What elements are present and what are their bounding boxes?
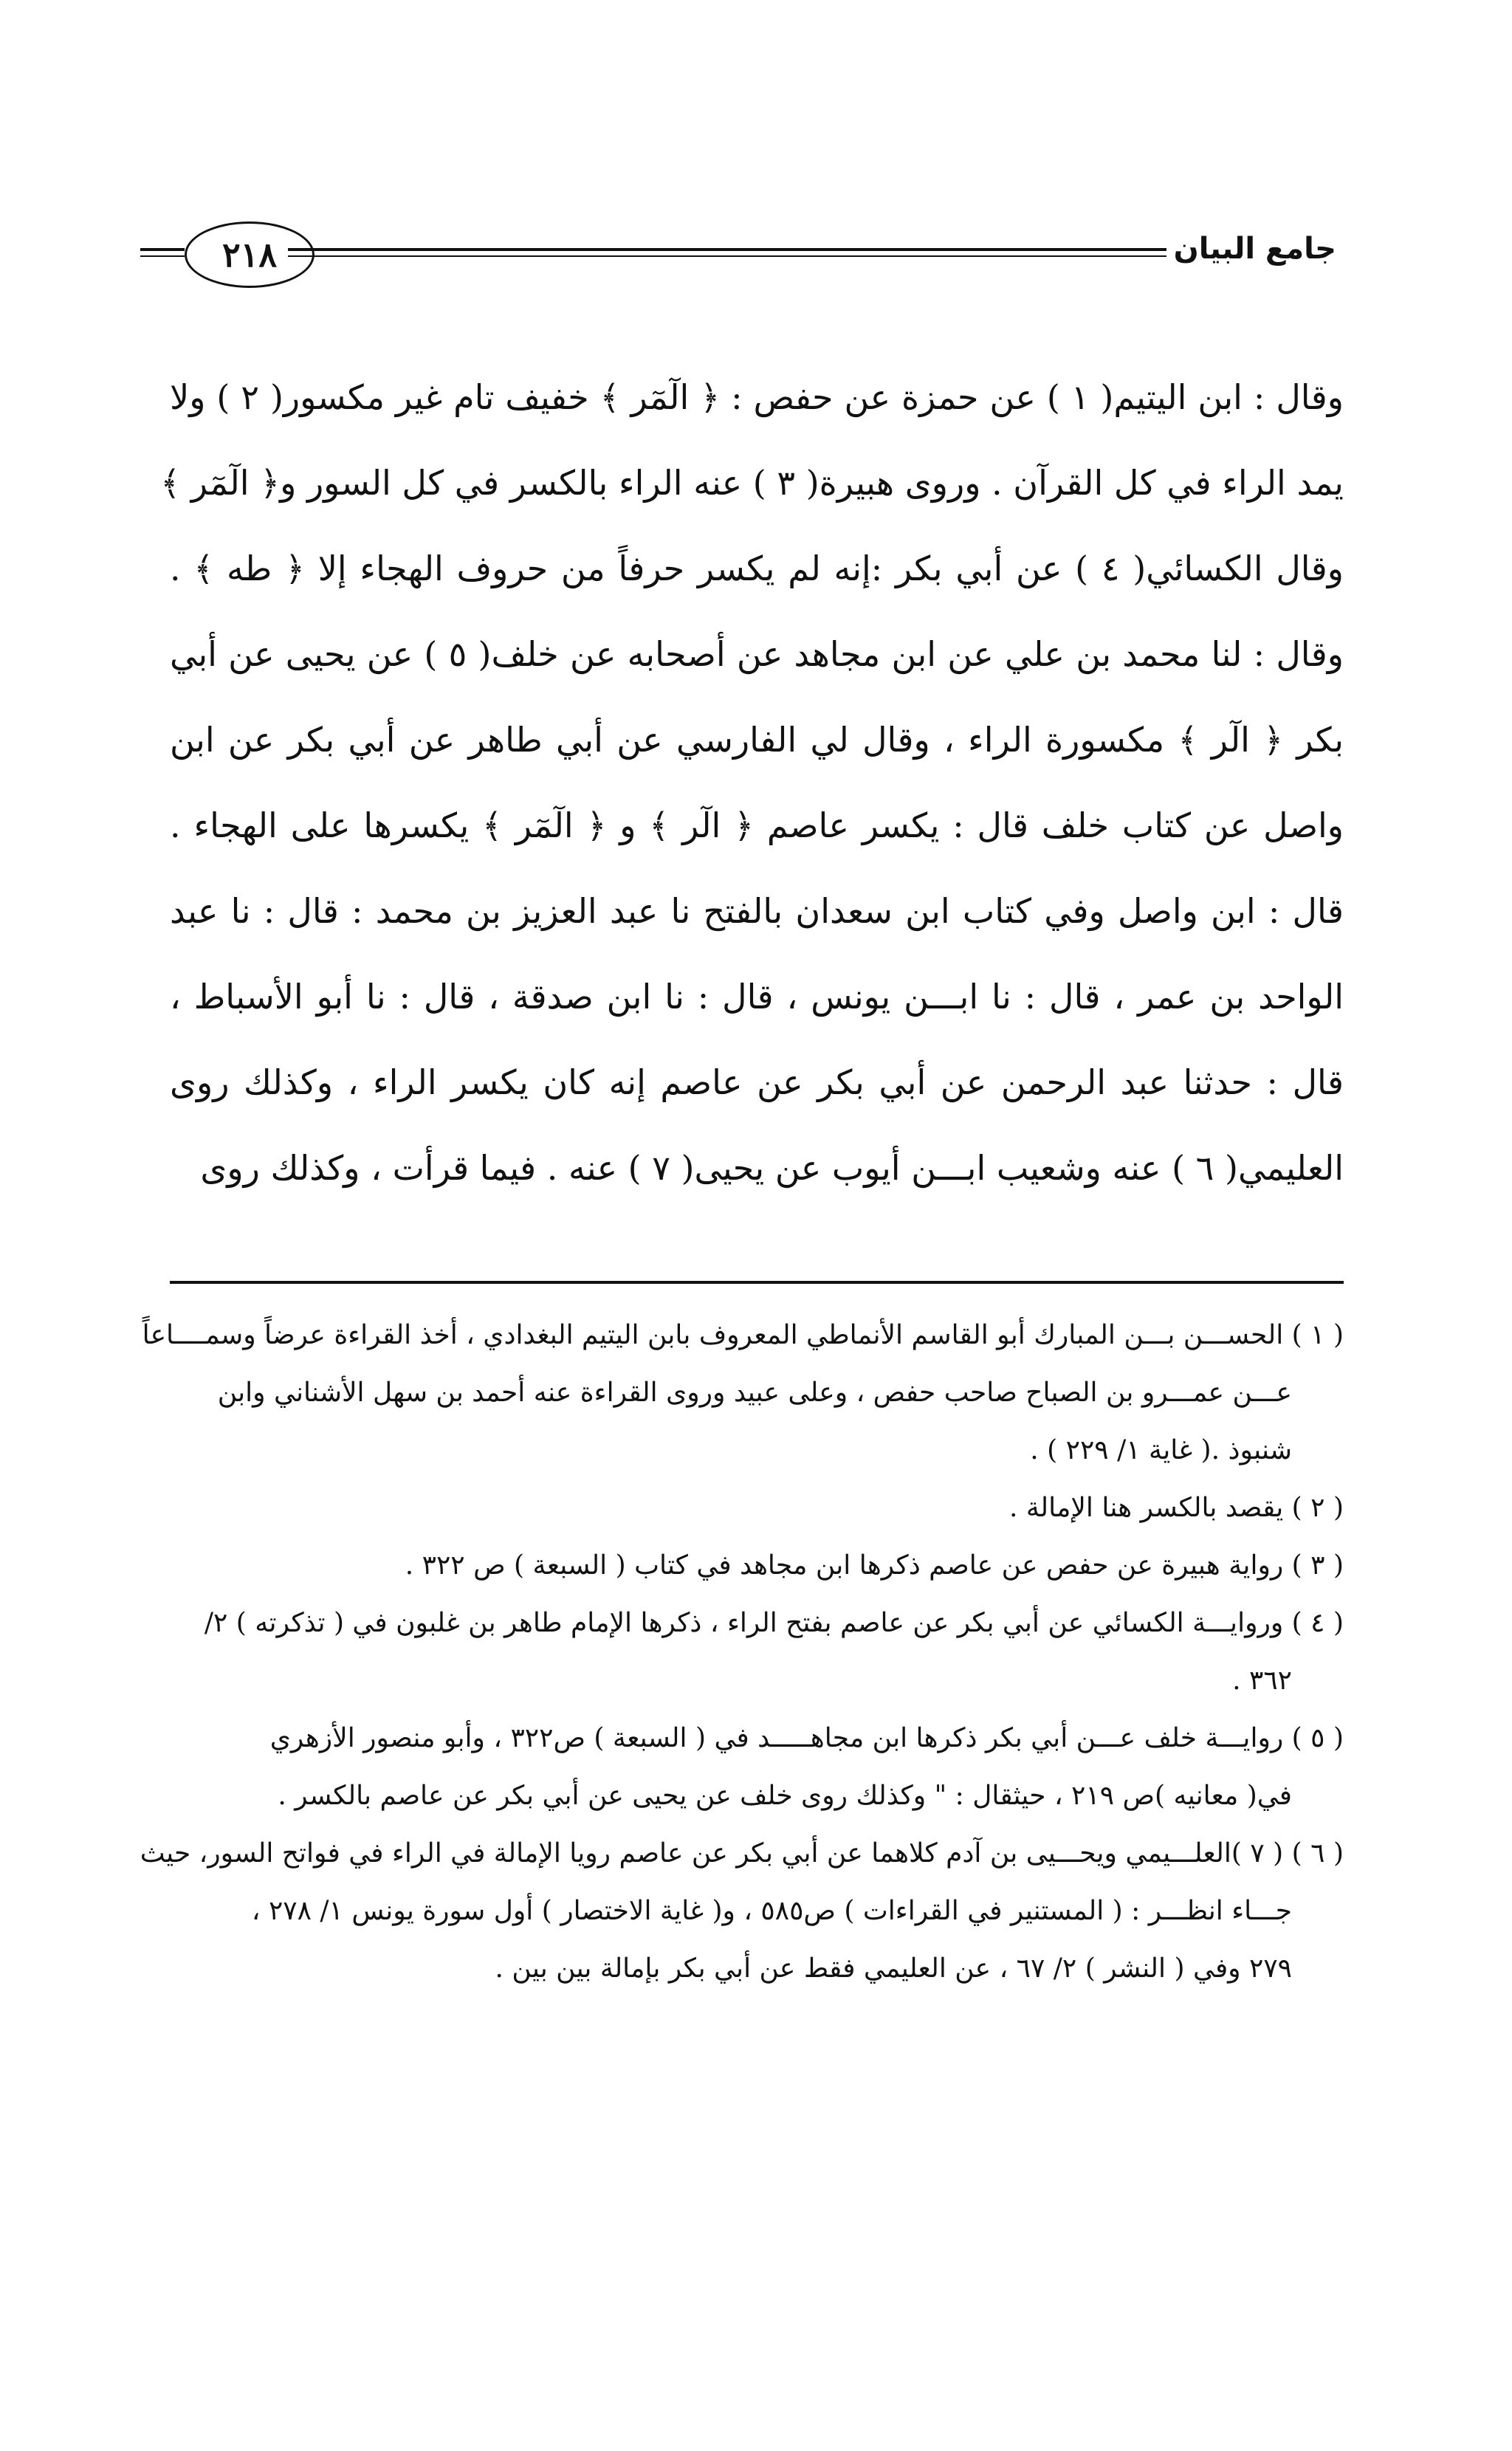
footnote-line: ( ٦ ) ( ٧ )العلـــيمي ويحـــيى بن آدم كلاهما عن أبي بكر عن عاصم رويا الإمالة في الراء في فواتح السور، حيث bbox=[140, 1838, 1344, 1869]
text-line: الواحد بن عمر ، قال : نا ابـــن يونس ، قال : نا ابن صدقة ، قال : نا أبو الأسباط ، bbox=[170, 977, 1344, 1017]
header-rule bbox=[288, 248, 1166, 257]
footnote-line: شنبوذ .( غاية ١/ ٢٢٩ ) . bbox=[1030, 1435, 1292, 1465]
footnote-line: ٣٦٢ . bbox=[1232, 1665, 1292, 1696]
text-line: وقال : ابن اليتيم( ١ ) عن حمزة عن حفص : ﴿ الٓمٓر ﴾ خفيف تام غير مكسور( ٢ ) ولا bbox=[170, 377, 1344, 417]
text-line: واصل عن كتاب خلف قال : يكسر عاصم ﴿ الٓر ﴾ و ﴿ الٓمٓر ﴾ يكسرها على الهجاء . bbox=[170, 805, 1344, 845]
text-line: قال : ابن واصل وفي كتاب ابن سعدان بالفتح نا عبد العزيز بن محمد : قال : نا عبد bbox=[170, 891, 1344, 931]
footnotes bbox=[140, 1307, 1344, 1998]
book-title: جامع البيان bbox=[1173, 232, 1336, 266]
text-line: وقال الكسائي( ٤ ) عن أبي بكر :إنه لم يكسر حرفاً من حروف الهجاء إلا ﴿ طه ﴾ . bbox=[170, 549, 1344, 588]
page-header bbox=[140, 221, 1336, 288]
footnote-line: ( ٣ ) رواية هبيرة عن حفص عن عاصم ذكرها ابن مجاهد في كتاب ( السبعة ) ص ٣٢٢ . bbox=[405, 1550, 1344, 1581]
footnote-line: ٢٧٩ وفي ( النشر ) ٢/ ٦٧ ، عن العليمي فقط عن أبي بكر بإمالة بين بين . bbox=[495, 1953, 1292, 1984]
footnote-separator bbox=[170, 1281, 1344, 1284]
text-line: وقال : لنا محمد بن علي عن ابن مجاهد عن أصحابه عن خلف( ٥ ) عن يحيى عن أبي bbox=[170, 634, 1344, 674]
page-number-text: ٢١٨ bbox=[221, 235, 278, 275]
footnote-line: عـــن عمـــرو بن الصباح صاحب حفص ، وعلى عبيد وروى القراءة عنه أحمد بن سهل الأشناني وابن bbox=[217, 1378, 1292, 1408]
text-line: قال : حدثنا عبد الرحمن عن أبي بكر عن عاصم إنه كان يكسر الراء ، وكذلك روى bbox=[170, 1062, 1344, 1102]
main-text-body bbox=[160, 354, 1344, 1211]
footnote-line: ( ٤ ) وروايـــة الكسائي عن أبي بكر عن عاصم بفتح الراء ، ذكرها الإمام طاهر بن غلبون في ( تذكرته ) ٢/ bbox=[204, 1608, 1344, 1638]
footnote-line: ( ١ ) الحســـن بـــن المبارك أبو القاسم الأنماطي المعروف بابن اليتيم البغدادي ، أخذ القراءة عرضاً وسمــــاعاً bbox=[142, 1320, 1344, 1350]
text-line: بكر ﴿ الٓر ﴾ مكسورة الراء ، وقال لي الفارسي عن أبي طاهر عن أبي بكر عن ابن bbox=[170, 720, 1344, 760]
header-rule-left bbox=[140, 248, 185, 257]
footnote-line: في( معانيه )ص ٢١٩ ، حيثقال : " وكذلك روى خلف عن يحيى عن أبي بكر عن عاصم بالكسر . bbox=[278, 1781, 1292, 1811]
footnote-line: ( ٥ ) روايـــة خلف عـــن أبي بكر ذكرها ابن مجاهـــــد في ( السبعة ) ص٣٢٢ ، وأبو منصور الأزهري bbox=[269, 1723, 1344, 1753]
footnote-line: ( ٢ ) يقصد بالكسر هنا الإمالة . bbox=[1008, 1493, 1344, 1523]
text-line: يمد الراء في كل القرآن . وروى هبيرة( ٣ ) عنه الراء بالكسر في كل السور و﴿ الٓمٓر ﴾ bbox=[160, 463, 1344, 503]
text-line: العليمي( ٦ ) عنه وشعيب ابـــن أيوب عن يحيى( ٧ ) عنه . فيما قرأت ، وكذلك روى bbox=[200, 1148, 1344, 1188]
footnote-line: جـــاء انظـــر : ( المستنير في القراءات ) ص٥٨٥ ، و( غاية الاختصار ) أول سورة يونس ١/ ٢٧٨ ، bbox=[251, 1896, 1292, 1926]
